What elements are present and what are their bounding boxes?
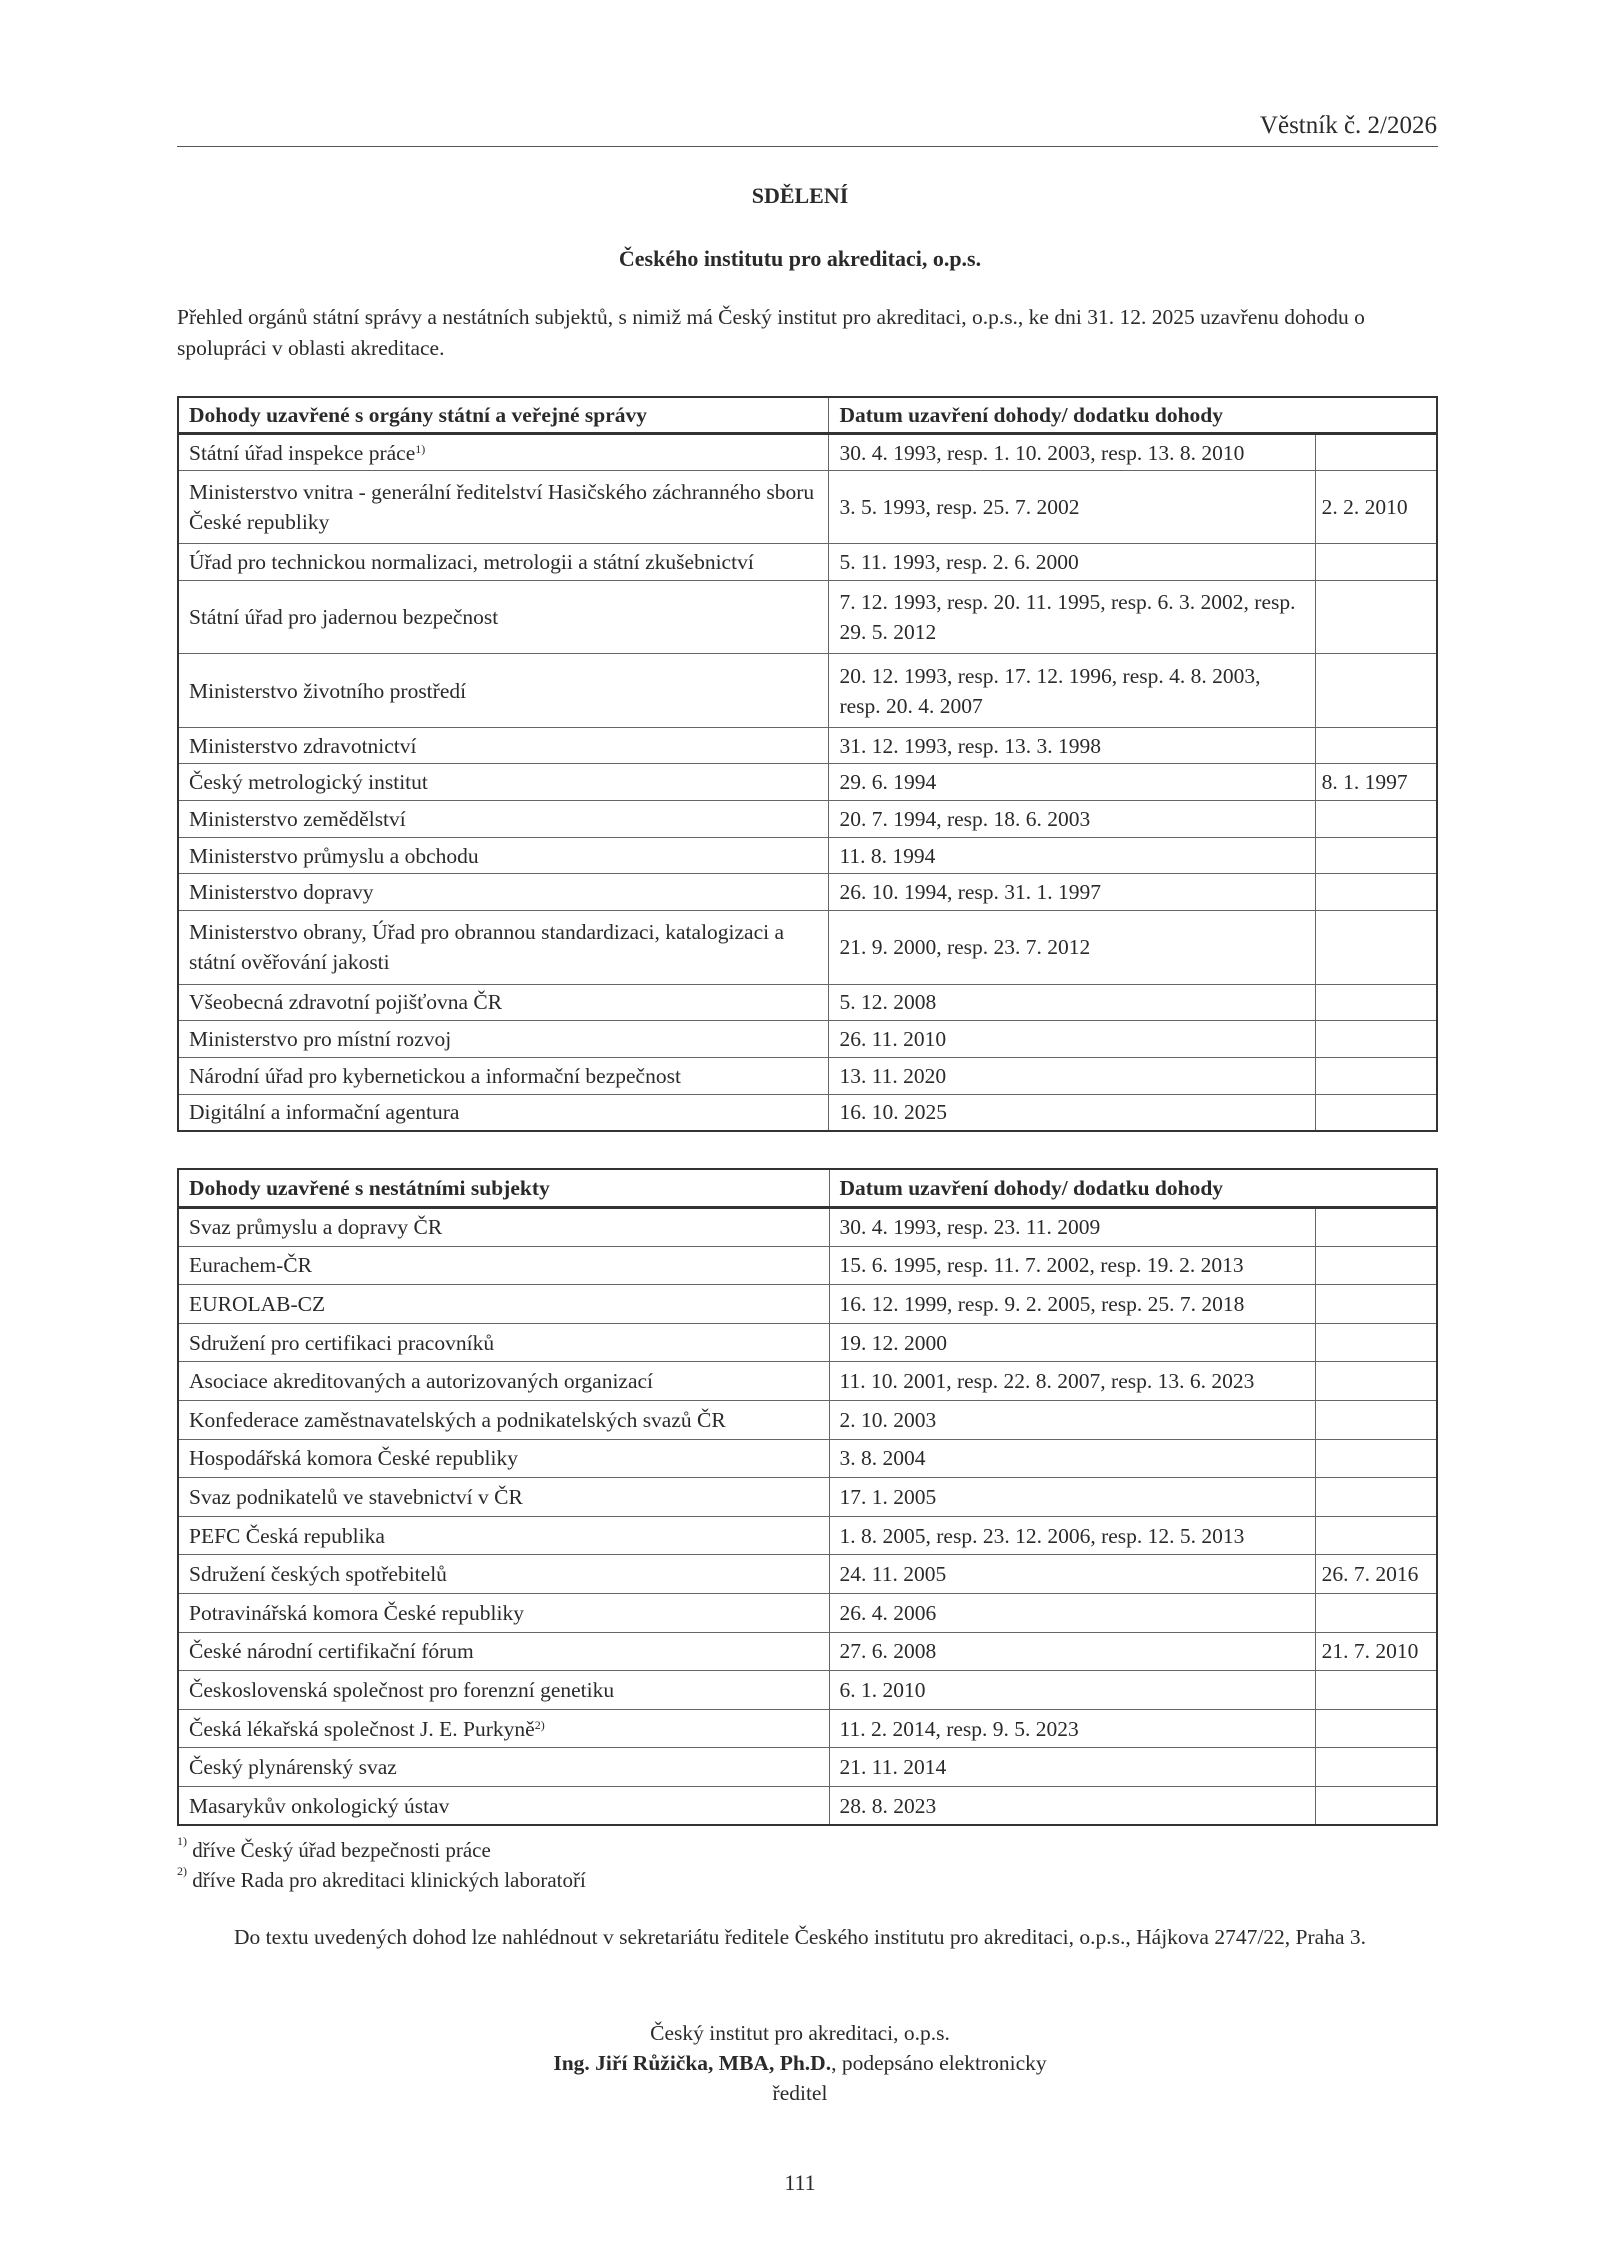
date-cell: 11. 8. 1994 bbox=[829, 837, 1315, 874]
footnote-ref: 2) bbox=[534, 1717, 545, 1732]
date-cell: 11. 2. 2014, resp. 9. 5. 2023 bbox=[829, 1709, 1315, 1748]
organization-name: Úřad pro technickou normalizaci, metrologii a státní zkušebnictví bbox=[189, 550, 754, 575]
amendment-date-cell bbox=[1315, 1208, 1437, 1247]
organization-cell bbox=[178, 1323, 829, 1362]
organization-cell bbox=[178, 1709, 829, 1748]
organization-name: Ministerstvo vnitra - generální ředitelství Hasičského záchranného sboru České republiky bbox=[189, 480, 815, 535]
organization-name: Ministerstvo pro místní rozvoj bbox=[189, 1027, 452, 1052]
organization-cell bbox=[178, 1516, 829, 1555]
organization-cell bbox=[178, 911, 829, 984]
date-cell: 5. 11. 1993, resp. 2. 6. 2000 bbox=[829, 544, 1315, 581]
amendment-date-cell bbox=[1315, 1021, 1437, 1058]
amendment-date-cell: 21. 7. 2010 bbox=[1315, 1632, 1437, 1671]
organization-name: Všeobecná zdravotní pojišťovna ČR bbox=[189, 990, 503, 1015]
amendment-date-cell bbox=[1315, 911, 1437, 984]
organization-cell bbox=[178, 1555, 829, 1594]
organization-name: Česká lékařská společnost J. E. Purkyně bbox=[189, 1716, 535, 1741]
organization-name: Svaz průmyslu a dopravy ČR bbox=[189, 1215, 443, 1240]
organization-name: Československá společnost pro forenzní genetiku bbox=[189, 1678, 615, 1703]
table-header-row bbox=[178, 1169, 1437, 1208]
organization-cell bbox=[178, 1285, 829, 1324]
organization-cell bbox=[178, 801, 829, 838]
amendment-date-cell bbox=[1315, 1516, 1437, 1555]
table-row bbox=[178, 1632, 1437, 1671]
organization-name: Ministerstvo dopravy bbox=[189, 880, 374, 905]
organization-cell bbox=[178, 984, 829, 1021]
organization-name: Sdružení pro certifikaci pracovníků bbox=[189, 1330, 495, 1355]
footnote-2 bbox=[177, 1864, 586, 1893]
amendment-date-cell bbox=[1315, 1401, 1437, 1440]
date-cell: 21. 11. 2014 bbox=[829, 1748, 1315, 1787]
date-cell: 3. 8. 2004 bbox=[829, 1439, 1315, 1478]
document-subtitle: Českého institutu pro akreditaci, o.p.s. bbox=[618, 246, 982, 271]
organization-cell bbox=[178, 1671, 829, 1710]
date-cell: 26. 10. 1994, resp. 31. 1. 1997 bbox=[829, 874, 1315, 911]
date-cell: 6. 1. 2010 bbox=[829, 1671, 1315, 1710]
table-row bbox=[178, 1748, 1437, 1787]
footnote-1 bbox=[177, 1834, 491, 1863]
organization-cell bbox=[178, 1401, 829, 1440]
date-cell: 15. 6. 1995, resp. 11. 7. 2002, resp. 19. 2. 2013 bbox=[829, 1246, 1315, 1285]
footnote-mark: 2) bbox=[177, 1864, 187, 1878]
amendment-date-cell: 26. 7. 2016 bbox=[1315, 1555, 1437, 1594]
table-row bbox=[178, 984, 1437, 1021]
organization-cell bbox=[178, 764, 829, 801]
date-cell: 3. 5. 1993, resp. 25. 7. 2002 bbox=[829, 470, 1315, 543]
organization-cell bbox=[178, 544, 829, 581]
organization-name: Národní úřad pro kybernetickou a informační bezpečnost bbox=[189, 1063, 681, 1088]
date-cell: 20. 7. 1994, resp. 18. 6. 2003 bbox=[829, 801, 1315, 838]
date-cell: 30. 4. 1993, resp. 1. 10. 2003, resp. 13. 8. 2010 bbox=[829, 434, 1315, 471]
amendment-date-cell bbox=[1315, 1246, 1437, 1285]
table-row bbox=[178, 1555, 1437, 1594]
organization-name: Konfederace zaměstnavatelských a podnikatelských svazů ČR bbox=[189, 1407, 726, 1432]
organization-cell bbox=[178, 1208, 829, 1247]
nonstate-agreements-table bbox=[177, 1168, 1438, 1826]
date-cell: 28. 8. 2023 bbox=[829, 1787, 1315, 1826]
date-cell: 13. 11. 2020 bbox=[829, 1057, 1315, 1094]
column-header-organization: Dohody uzavřené s nestátními subjekty bbox=[178, 1169, 829, 1208]
table-row bbox=[178, 1439, 1437, 1478]
date-cell: 26. 11. 2010 bbox=[829, 1021, 1315, 1058]
table-row bbox=[178, 654, 1437, 727]
date-cell: 16. 10. 2025 bbox=[829, 1094, 1315, 1131]
table-row bbox=[178, 1057, 1437, 1094]
table-row bbox=[178, 837, 1437, 874]
table-row bbox=[178, 1709, 1437, 1748]
amendment-date-cell bbox=[1315, 1362, 1437, 1401]
journal-issue: Věstník č. 2/2026 bbox=[1259, 112, 1437, 139]
organization-name: Ministerstvo obrany, Úřad pro obrannou standardizaci, katalogizaci a státní ověřování jakosti bbox=[189, 920, 785, 975]
amendment-date-cell bbox=[1315, 1285, 1437, 1324]
organization-cell bbox=[178, 1439, 829, 1478]
state-agreements-table bbox=[177, 396, 1438, 1132]
date-cell: 31. 12. 1993, resp. 13. 3. 1998 bbox=[829, 727, 1315, 764]
page-number: 111 bbox=[784, 2170, 816, 2195]
organization-name: Ministerstvo zdravotnictví bbox=[189, 733, 417, 758]
table-row bbox=[178, 1285, 1437, 1324]
signature-block bbox=[0, 2018, 1600, 2108]
signature-status: , podepsáno elektronicky bbox=[831, 2051, 1047, 2075]
organization-name: Sdružení českých spotřebitelů bbox=[189, 1562, 447, 1587]
footnote-ref: 1) bbox=[415, 441, 426, 456]
amendment-date-cell bbox=[1315, 984, 1437, 1021]
table-row bbox=[178, 1208, 1437, 1247]
table-row bbox=[178, 434, 1437, 471]
amendment-date-cell bbox=[1315, 1748, 1437, 1787]
amendment-date-cell bbox=[1315, 874, 1437, 911]
signature-org: Český institut pro akreditaci, o.p.s. bbox=[650, 2021, 950, 2045]
date-cell: 7. 12. 1993, resp. 20. 11. 1995, resp. 6. 3. 2002, resp. 29. 5. 2012 bbox=[829, 580, 1315, 653]
organization-name: Ministerstvo životního prostředí bbox=[189, 678, 467, 703]
table-row bbox=[178, 874, 1437, 911]
organization-cell bbox=[178, 1748, 829, 1787]
amendment-date-cell: 2. 2. 2010 bbox=[1315, 470, 1437, 543]
date-cell: 5. 12. 2008 bbox=[829, 984, 1315, 1021]
table-row bbox=[178, 1094, 1437, 1131]
amendment-date-cell bbox=[1315, 1323, 1437, 1362]
column-header-date: Datum uzavření dohody/ dodatku dohody bbox=[829, 397, 1437, 434]
organization-name: Hospodářská komora České republiky bbox=[189, 1446, 518, 1471]
amendment-date-cell bbox=[1315, 654, 1437, 727]
date-cell: 26. 4. 2006 bbox=[829, 1594, 1315, 1633]
amendment-date-cell bbox=[1315, 1787, 1437, 1826]
organization-name: Asociace akreditovaných a autorizovaných organizací bbox=[189, 1369, 654, 1394]
organization-name: Státní úřad inspekce práce bbox=[189, 440, 416, 465]
amendment-date-cell bbox=[1315, 434, 1437, 471]
document-title: SDĚLENÍ bbox=[751, 183, 849, 208]
organization-cell bbox=[178, 1246, 829, 1285]
organization-name: Digitální a informační agentura bbox=[189, 1100, 460, 1125]
amendment-date-cell bbox=[1315, 1594, 1437, 1633]
organization-name: České národní certifikační fórum bbox=[189, 1639, 474, 1664]
table-row bbox=[178, 1401, 1437, 1440]
table-row bbox=[178, 1594, 1437, 1633]
organization-cell bbox=[178, 654, 829, 727]
access-note: Do textu uvedených dohod lze nahlédnout v sekretariátu ředitele Českého institutu pro akreditaci, o.p.s., Hájkova 2747/22, Praha 3. bbox=[233, 1925, 1367, 1949]
organization-cell bbox=[178, 470, 829, 543]
organization-cell bbox=[178, 1057, 829, 1094]
table-row bbox=[178, 1478, 1437, 1517]
table-row bbox=[178, 764, 1437, 801]
date-cell: 11. 10. 2001, resp. 22. 8. 2007, resp. 13. 6. 2023 bbox=[829, 1362, 1315, 1401]
amendment-date-cell bbox=[1315, 1709, 1437, 1748]
footnote-mark: 1) bbox=[177, 1834, 187, 1848]
date-cell: 19. 12. 2000 bbox=[829, 1323, 1315, 1362]
organization-name: Ministerstvo průmyslu a obchodu bbox=[189, 843, 479, 868]
organization-cell bbox=[178, 580, 829, 653]
organization-name: Český metrologický institut bbox=[189, 770, 428, 795]
organization-name: Svaz podnikatelů ve stavebnictví v ČR bbox=[189, 1485, 523, 1510]
table-row bbox=[178, 1671, 1437, 1710]
amendment-date-cell bbox=[1315, 1671, 1437, 1710]
organization-name: Státní úřad pro jadernou bezpečnost bbox=[189, 605, 499, 630]
organization-cell bbox=[178, 1787, 829, 1826]
amendment-date-cell bbox=[1315, 544, 1437, 581]
amendment-date-cell bbox=[1315, 1439, 1437, 1478]
date-cell: 30. 4. 1993, resp. 23. 11. 2009 bbox=[829, 1208, 1315, 1247]
signatory-name: Ing. Jiří Růžička, MBA, Ph.D. bbox=[553, 2051, 832, 2075]
organization-name: EUROLAB-CZ bbox=[189, 1292, 326, 1317]
footnote-text: dříve Český úřad bezpečnosti práce bbox=[192, 1838, 491, 1862]
amendment-date-cell: 8. 1. 1997 bbox=[1315, 764, 1437, 801]
date-cell: 2. 10. 2003 bbox=[829, 1401, 1315, 1440]
organization-cell bbox=[178, 1594, 829, 1633]
table-header-row bbox=[178, 397, 1437, 434]
organization-cell bbox=[178, 1632, 829, 1671]
header-rule bbox=[177, 146, 1438, 147]
date-cell: 1. 8. 2005, resp. 23. 12. 2006, resp. 12. 5. 2013 bbox=[829, 1516, 1315, 1555]
organization-cell bbox=[178, 1478, 829, 1517]
date-cell: 24. 11. 2005 bbox=[829, 1555, 1315, 1594]
intro-paragraph: Přehled orgánů státní správy a nestátních subjektů, s nimiž má Český institut pro akreditaci, o.p.s., ke dni 31. 12. 2025 uzavřenu dohodu o spolupráci v oblasti akreditace. bbox=[177, 305, 1365, 360]
table-row bbox=[178, 580, 1437, 653]
table-row bbox=[178, 1021, 1437, 1058]
table-row bbox=[178, 1362, 1437, 1401]
table-row bbox=[178, 470, 1437, 543]
organization-cell bbox=[178, 1094, 829, 1131]
amendment-date-cell bbox=[1315, 727, 1437, 764]
organization-cell bbox=[178, 1021, 829, 1058]
table-row bbox=[178, 544, 1437, 581]
organization-cell bbox=[178, 727, 829, 764]
amendment-date-cell bbox=[1315, 1057, 1437, 1094]
date-cell: 20. 12. 1993, resp. 17. 12. 1996, resp. 4. 8. 2003, resp. 20. 4. 2007 bbox=[829, 654, 1315, 727]
table-row bbox=[178, 1246, 1437, 1285]
organization-name: Český plynárenský svaz bbox=[189, 1755, 397, 1780]
organization-name: Masarykův onkologický ústav bbox=[189, 1793, 450, 1818]
amendment-date-cell bbox=[1315, 801, 1437, 838]
organization-name: Potravinářská komora České republiky bbox=[189, 1600, 524, 1625]
organization-cell bbox=[178, 1362, 829, 1401]
date-cell: 16. 12. 1999, resp. 9. 2. 2005, resp. 25. 7. 2018 bbox=[829, 1285, 1315, 1324]
date-cell: 17. 1. 2005 bbox=[829, 1478, 1315, 1517]
organization-name: Eurachem-ČR bbox=[189, 1253, 312, 1278]
organization-name: Ministerstvo zemědělství bbox=[189, 806, 406, 831]
date-cell: 29. 6. 1994 bbox=[829, 764, 1315, 801]
amendment-date-cell bbox=[1315, 580, 1437, 653]
amendment-date-cell bbox=[1315, 1094, 1437, 1131]
table-row bbox=[178, 1323, 1437, 1362]
table-row bbox=[178, 1787, 1437, 1826]
column-header-organization: Dohody uzavřené s orgány státní a veřejné správy bbox=[178, 397, 829, 434]
table-row bbox=[178, 801, 1437, 838]
organization-cell bbox=[178, 874, 829, 911]
organization-cell bbox=[178, 837, 829, 874]
date-cell: 21. 9. 2000, resp. 23. 7. 2012 bbox=[829, 911, 1315, 984]
table-row bbox=[178, 1516, 1437, 1555]
organization-name: PEFC Česká republika bbox=[189, 1523, 385, 1548]
signatory-role: ředitel bbox=[772, 2081, 828, 2105]
date-cell: 27. 6. 2008 bbox=[829, 1632, 1315, 1671]
amendment-date-cell bbox=[1315, 1478, 1437, 1517]
footnote-text: dříve Rada pro akreditaci klinických laboratoří bbox=[192, 1868, 586, 1892]
organization-cell bbox=[178, 434, 829, 471]
column-header-date: Datum uzavření dohody/ dodatku dohody bbox=[829, 1169, 1437, 1208]
table-row bbox=[178, 727, 1437, 764]
table-row bbox=[178, 911, 1437, 984]
amendment-date-cell bbox=[1315, 837, 1437, 874]
